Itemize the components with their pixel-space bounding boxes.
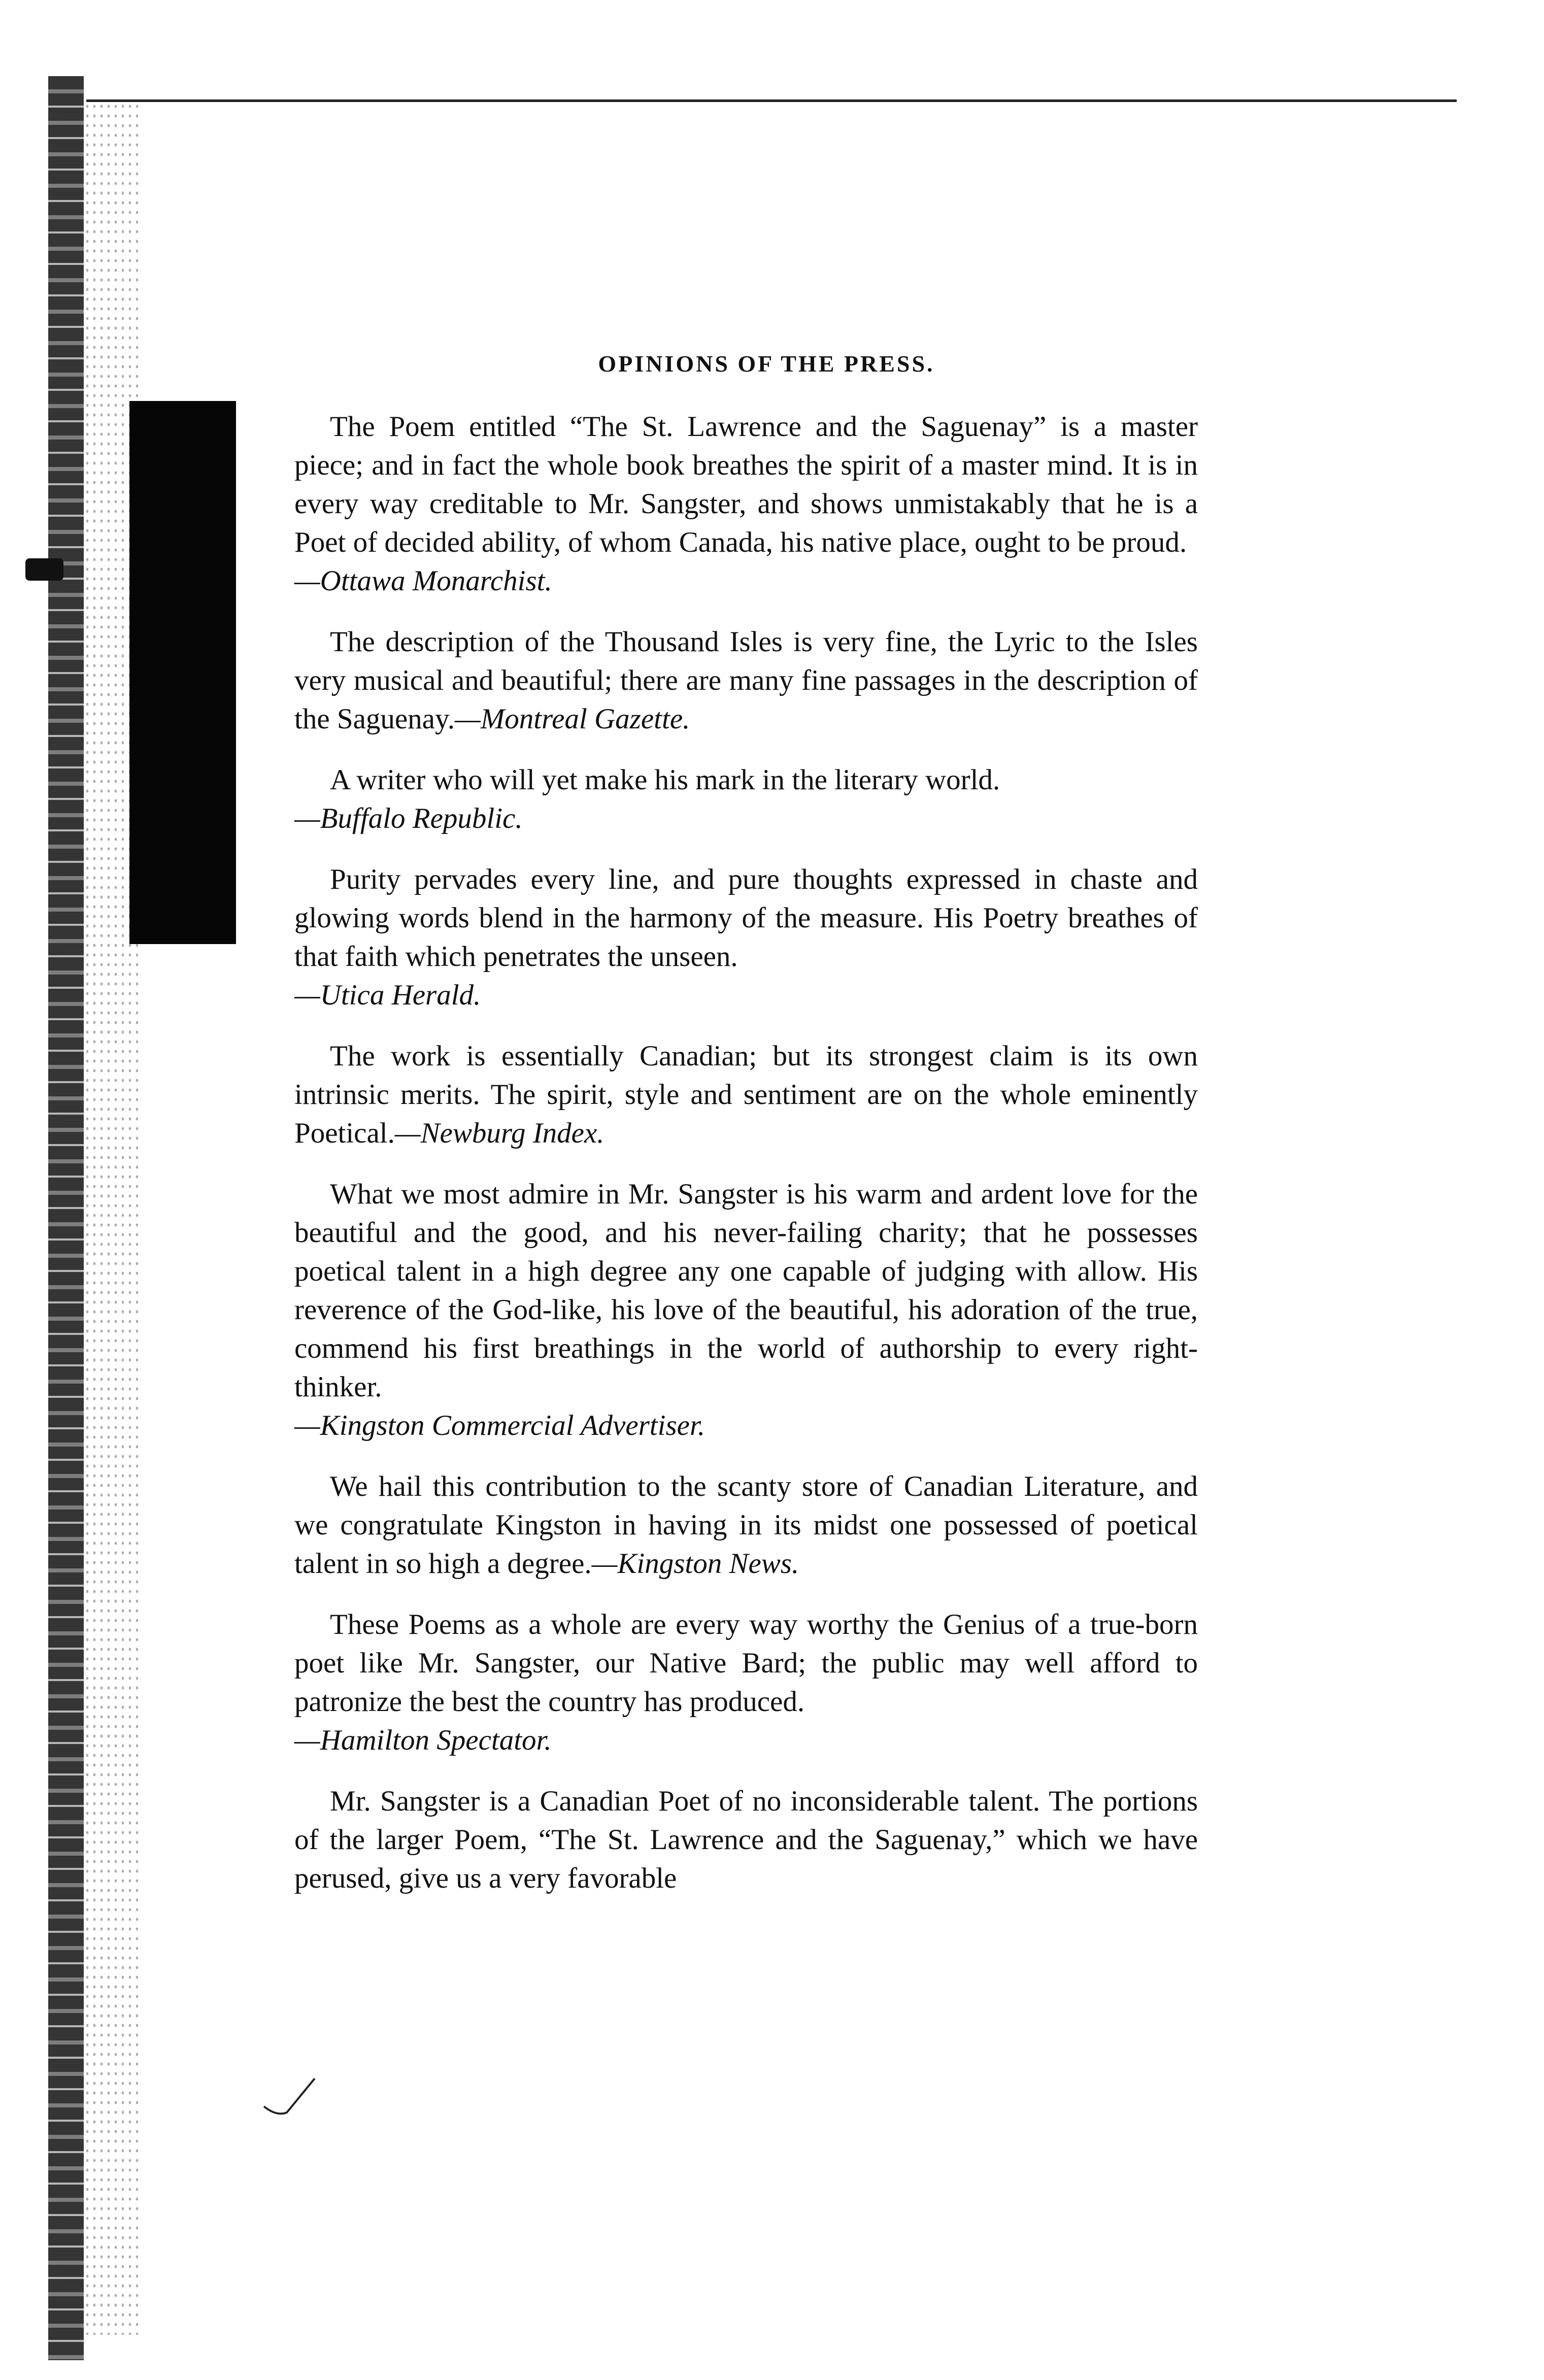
binding-tape (129, 401, 236, 944)
opinion-text: What we most admire in Mr. Sangster is his warm and ardent love for the beautiful and the good, and his never-failing charity; that he possesses poetical talent in a high degree any one capable of judging with allow. His reverence of the God-like, his love of the beautiful, his adoration of the true, commend his first breathings in the world of authorship to every right-thinker. (294, 1178, 1198, 1403)
page-heading: OPINIONS OF THE PRESS. (598, 351, 935, 377)
opinion-source: —Hamilton Spectator. (294, 1724, 552, 1756)
opinion-text: The work is essentially Canadian; but its strongest claim is its own intrinsic merits. The spirit, style and sentiment are on the whole eminently Poetical.—Newburg Index. (294, 1040, 1198, 1149)
opinion-text: The description of the Thousand Isles is very fine, the Lyric to the Isles very musical and beautiful; there are many fine passages in the description of the Saguenay.—Montreal Gazette. (294, 626, 1198, 735)
opinion-source: —Ottawa Monarchist. (294, 565, 552, 597)
press-opinion (294, 761, 1198, 838)
opinion-source: —Kingston Commercial Advertiser. (294, 1410, 706, 1442)
press-opinion (294, 623, 1198, 739)
opinion-source: —Buffalo Republic. (294, 802, 523, 834)
opinion-text: A writer who will yet make his mark in the literary world. (330, 764, 1000, 796)
press-opinion (294, 1467, 1198, 1583)
opinion-text: We hail this contribution to the scanty store of Canadian Literature, and we congratulate Kingston in having in its midst one possessed of poetical talent in so high a degree.—Kingston News. (294, 1470, 1198, 1580)
opinion-source: —Montreal Gazette. (455, 703, 690, 735)
opinion-text: Purity pervades every line, and pure thoughts expressed in chaste and glowing words blend in the harmony of the measure. His Poetry breathes of that faith which penetrates the unseen. (294, 863, 1198, 973)
press-opinion (294, 408, 1198, 600)
binding-clip (25, 558, 63, 581)
opinion-text: These Poems as a whole are every way worthy the Genius of a true-born poet like Mr. Sangster, our Native Bard; the public may well afford to patronize the best the country has produced. (294, 1608, 1198, 1718)
press-opinion (294, 1605, 1198, 1760)
scan-top-rule (86, 99, 1457, 102)
press-opinion (294, 860, 1198, 1015)
press-opinion (294, 1175, 1198, 1445)
opinion-text: Mr. Sangster is a Canadian Poet of no inconsiderable talent. The portions of the larger Poem, “The St. Lawrence and the Saguenay,” which we have perused, give us a very favorable (294, 1785, 1198, 1894)
book-spine-shadow (48, 76, 84, 2360)
opinion-text: The Poem entitled “The St. Lawrence and the Saguenay” is a master piece; and in fact the whole book breathes the spirit of a master mind. It is in every way creditable to Mr. Sangster, and shows unmistakably that he is a Poet of decided ability, of whom Canada, his native place, ought to be proud. (294, 411, 1198, 558)
pencil-check-mark (261, 2076, 317, 2122)
press-opinion (294, 1782, 1198, 1898)
opinion-source: —Utica Herald. (294, 979, 481, 1011)
press-opinion (294, 1037, 1198, 1153)
page-content (294, 350, 1198, 1920)
opinion-source: —Newburg Index. (394, 1117, 605, 1149)
opinion-source: —Kingston News. (591, 1548, 799, 1580)
